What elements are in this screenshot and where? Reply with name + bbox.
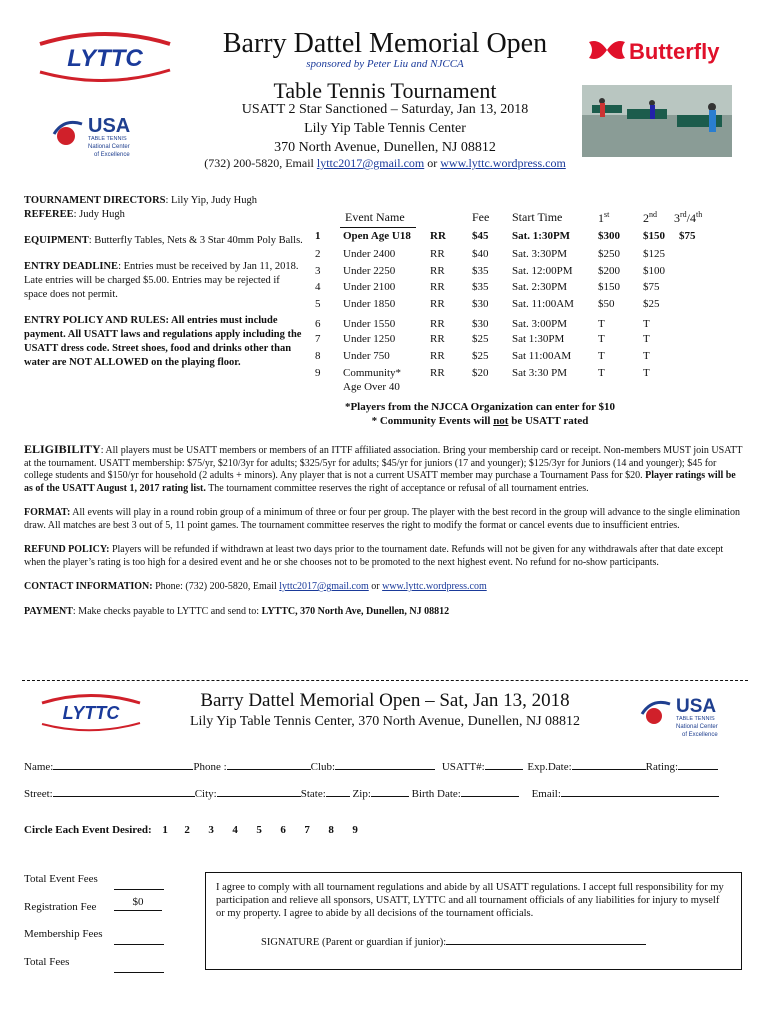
tournament-subtitle: Table Tennis Tournament [273,78,497,103]
svg-text:TABLE TENNIS: TABLE TENNIS [88,136,127,142]
event-p2: $100 [643,265,665,277]
registration-label: Registration Fee [24,900,97,913]
event-type: RR [430,367,445,379]
referee: REFEREE: Judy Hugh [24,209,125,220]
name-label: Name: [24,761,54,773]
cut-line [22,680,748,681]
event-time: Sat. 3:30PM [512,248,568,260]
event-type: RR [430,230,446,242]
usa-logo [50,112,150,162]
event-p2: $75 [643,281,660,293]
event-p2: $150 [643,230,665,242]
club-label: Club: [310,761,336,773]
phone-field[interactable] [227,758,311,770]
event-name: Community* [343,367,402,379]
agreement-box [205,872,742,970]
usatt-label: USATT#: [441,761,485,773]
event-name: Open Age U18 [343,230,411,242]
event-p1: $50 [598,298,615,310]
website-link[interactable]: www.lyttc.wordpress.com [440,156,566,170]
event-fee: $40 [472,248,489,260]
signature-label: SIGNATURE (Parent or guardian if junior): [261,937,447,948]
event-type: RR [430,248,445,260]
svg-text:USA: USA [88,115,131,137]
event-fee: $45 [472,230,489,242]
event-p1: T [598,333,605,345]
membership-label: Membership Fees [24,928,103,940]
event-num: 7 [315,333,321,345]
club-field[interactable] [335,758,435,770]
zip-label: Zip: [352,788,371,800]
event-p2: $25 [643,298,660,310]
event-name: Under 1250 [343,333,396,345]
butterfly-logo [585,36,735,66]
event-p3: $75 [679,230,696,242]
venue-line: Lily Yip Table Tennis Center [304,121,466,136]
svg-text:of Excellence: of Excellence [682,732,718,738]
lyttc-logo [30,30,180,82]
street-label: Street: [24,788,53,800]
event-type: RR [430,281,445,293]
circle-event-numbers [154,824,376,836]
event-name: Under 1850 [343,298,396,310]
event-name: Under 2100 [343,281,396,293]
event-row [310,281,740,298]
usatt-field[interactable] [485,758,523,770]
form-subtitle: Lily Yip Table Tennis Center, 370 North Avenue, Dunellen, NJ 08812 [189,714,581,729]
exp-field[interactable] [572,758,646,770]
tournament-photo [582,85,732,157]
event-num: 8 [315,350,321,362]
svg-text:TABLE TENNIS: TABLE TENNIS [676,716,715,722]
total-event-label: Total Event Fees [24,873,98,885]
total-event-field[interactable] [114,878,164,890]
event-row [310,350,740,367]
event-p1: $250 [598,248,620,260]
or-text: or [424,156,441,170]
event-num: 9 [315,367,321,379]
circle-event-3[interactable]: 3 [208,824,214,836]
event-name-line2: Age Over 40 [343,381,400,393]
svg-text:National Center: National Center [676,724,718,730]
deadline: ENTRY DEADLINE: Entries must be received by Jan 11, 2018. Late entries will be charged $5.00. Entries may be rejected if space does not permit. [24,261,299,300]
community-note: * Community Events will not be USATT rated [371,415,589,427]
event-fee: $30 [472,298,489,310]
event-name: Under 2250 [343,265,396,277]
event-num: 1 [315,230,321,242]
circle-event-4[interactable]: 4 [232,824,238,836]
event-p2: T [643,350,650,362]
event-name: Under 2400 [343,248,396,260]
event-type: RR [430,298,445,310]
circle-event-5[interactable]: 5 [256,824,262,836]
city-label: City: [194,788,217,800]
events-header: Event Name Fee Start Time 1st 2nd 3rd/4th [310,208,740,228]
rating-label: Rating: [645,761,679,773]
event-fee: $25 [472,350,489,362]
equipment: EQUIPMENT: Butterfly Tables, Nets & 3 Star 40mm Poly Balls. [24,235,303,246]
total-label: Total Fees [24,955,70,968]
event-name: Under 750 [343,350,390,362]
contact-web-link[interactable]: www.lyttc.wordpress.com [382,581,487,592]
svg-text:USA: USA [676,696,717,717]
address-line: 370 North Avenue, Dunellen, NJ 08812 [274,140,496,155]
event-num: 3 [315,265,321,277]
event-type: RR [430,350,445,362]
event-time: Sat. 3:00PM [512,318,568,330]
email-link[interactable]: lyttc2017@gmail.com [316,156,425,170]
form-usa-logo [640,694,740,740]
event-p1: T [598,318,605,330]
circle-event-7[interactable]: 7 [304,824,310,836]
circle-event-1[interactable]: 1 [162,824,168,836]
event-fee: $25 [472,333,489,345]
event-type: RR [430,318,445,330]
event-p1: $150 [598,281,620,293]
event-time: Sat. 2:30PM [512,281,568,293]
event-num: 2 [315,248,321,260]
event-type: RR [430,265,445,277]
sanction-line: USATT 2 Star Sanctioned – Saturday, Jan 13, 2018 [241,102,529,117]
street-field[interactable] [53,785,195,797]
event-num: 4 [315,281,321,293]
event-fee: $35 [472,265,489,277]
birth-field[interactable] [461,785,519,797]
svg-text:National Center: National Center [88,144,130,150]
event-time: Sat 1:30PM [512,333,565,345]
entry-policy: ENTRY POLICY AND RULES: All entries must include payment. All USATT laws and regulations apply including the USATT dress code. Street shoes, food and drinks other than water are NOT ALLOWED on the playing floor. [24,315,302,368]
email-label: Email: [531,788,561,800]
event-row [310,230,740,247]
form-lyttc-logo [36,692,146,732]
event-p2: $125 [643,248,665,260]
format-paragraph: FORMAT: All events will play in a round robin group of a minimum of three or four per group. The player with the best record in the group will advance to the single elimination draw. All matches are best 3 out of 5, 11 point games. The tournament committee reserves the right to modify the format or cancel events due to insufficient entries. [24,507,740,531]
event-fee: $20 [472,367,489,379]
contact-paragraph: CONTACT INFORMATION: Phone: (732) 200-5820, Email lyttc2017@gmail.com or www.lyttc.wordpress.com [24,581,487,592]
membership-field[interactable] [114,933,164,945]
event-p1: T [598,350,605,362]
event-type: RR [430,333,445,345]
email-field[interactable] [561,785,719,797]
birth-label: Birth Date: [411,788,461,800]
zip-field[interactable] [371,785,409,797]
event-time: Sat 11:00AM [512,350,572,362]
event-p1: $200 [598,265,620,277]
svg-text:Butterfly: Butterfly [629,39,720,64]
event-row [310,298,740,315]
svg-text:LYTTC: LYTTC [67,45,143,72]
phone-label: Phone : [193,761,227,773]
payment-paragraph: PAYMENT: Make checks payable to LYTTC and send to: LYTTC, 370 North Ave, Dunellen, NJ 08812 [24,605,450,617]
page-title: Barry Dattel Memorial Open [222,28,548,59]
eligibility-paragraph: ELIGIBILITY: All players must be USATT members or members of an ITTF affiliated association. Bring your membership card or receipt. Non-members MUST join USATT at the tournament. USATT membership: $75/yr, $210/3yr for adults; $325/5yr for adults; $45/yr for juniors (17 and younger); $125/3yr for Juniors (14 and younger); $45 for college students and $150/yr for household (2 adults + minors). Any player that is not a current USATT member may purchase a Tournament Pass for $20. Player ratings will be as of the USATT August 1, 2017 rating list. The tournament committee reserves the right of acceptance or refusal of all tournament entries. [24,442,743,494]
city-field[interactable] [217,785,301,797]
contact-email-link[interactable]: lyttc2017@gmail.com [279,581,369,592]
event-num: 6 [315,318,321,330]
circle-events-label: Circle Each Event Desired: [24,824,152,836]
svg-text:of Excellence: of Excellence [94,152,130,158]
state-label: State: [300,788,326,800]
event-p1: $300 [598,230,620,242]
directors: TOURNAMENT DIRECTORS: Lily Yip, Judy Hugh [24,195,257,206]
sponsor-line: sponsored by Peter Liu and NJCCA [306,58,464,70]
name-field[interactable] [53,758,193,770]
form-title: Barry Dattel Memorial Open – Sat, Jan 13, 2018 [200,690,570,711]
refund-paragraph: REFUND POLICY: Players will be refunded if withdrawn at least two days prior to the tournament date. Refunds will not be given for any withdrawals after that date except when the player’s rating is too high for a desired event and he or she chooses not to be promoted to the next highest event. No refund for no-show participants. [24,544,724,568]
signature-field[interactable] [446,933,646,945]
circle-event-2[interactable]: 2 [184,824,190,836]
event-p2: T [643,367,650,379]
event-name: Under 1550 [343,318,396,330]
event-row [310,333,740,350]
total-field[interactable] [114,961,164,973]
phone-text: (732) 200-5820, Email [204,156,317,170]
circle-event-6[interactable]: 6 [280,824,286,836]
event-row [310,248,740,265]
event-p2: T [643,318,650,330]
event-row [310,265,740,282]
circle-event-9[interactable]: 9 [352,824,358,836]
event-time: Sat. 1:30PM [512,230,571,242]
agreement-text: I agree to comply with all tournament regulations and abide by all USATT regulations. I accept full responsibility for my participation and relieve all sponsors, USATT, LYTTC and all tournament officials of any liabilities for injury to myself or my property. I agree to abide by all decisions of the tournament officials. [216,882,724,919]
svg-text:LYTTC: LYTTC [62,703,120,723]
exp-label: Exp.Date: [527,761,572,773]
event-fee: $30 [472,318,489,330]
event-time: Sat 3:30 PM [512,367,568,379]
registration-field: $0 [114,894,162,911]
event-p1: T [598,367,605,379]
rating-field[interactable] [678,758,718,770]
event-time: Sat. 11:00AM [512,298,574,310]
event-fee: $35 [472,281,489,293]
event-time: Sat. 12:00PM [512,265,573,277]
event-p2: T [643,333,650,345]
event-num: 5 [315,298,321,310]
njcca-note: *Players from the NJCCA Organization can enter for $10 [344,401,616,413]
circle-event-8[interactable]: 8 [328,824,334,836]
event-row [310,367,740,393]
state-field[interactable] [326,785,350,797]
